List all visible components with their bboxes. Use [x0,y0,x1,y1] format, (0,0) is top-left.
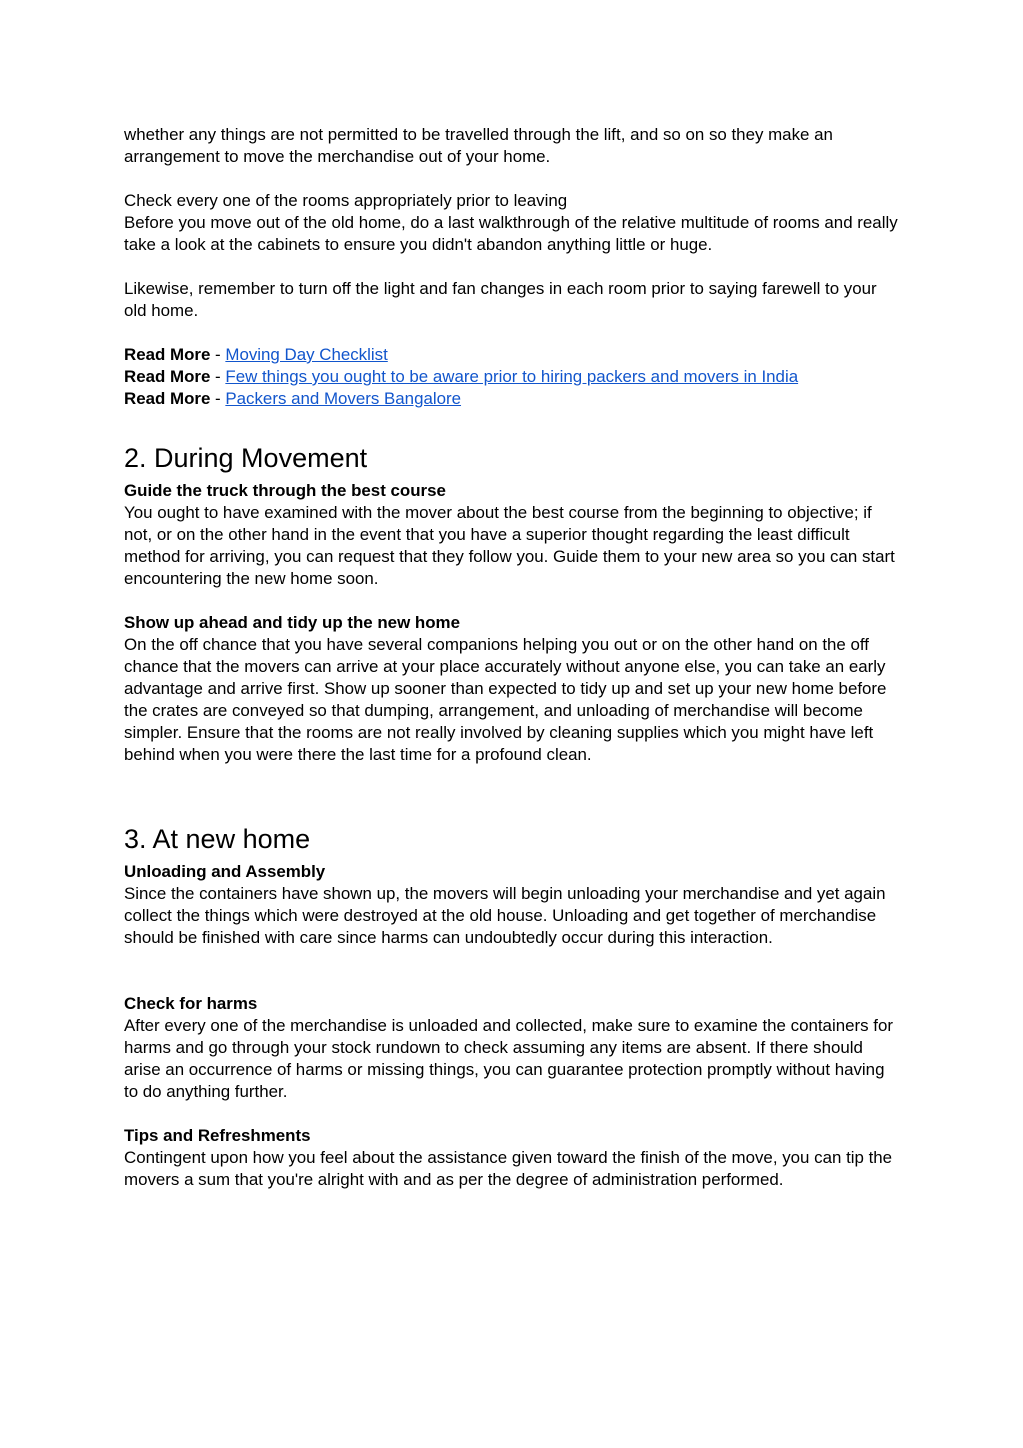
subheading: Tips and Refreshments [124,1126,311,1145]
read-more-label: Read More [124,367,211,386]
spacer [124,322,900,344]
spacer [124,168,900,190]
lights-paragraph: Likewise, remember to turn off the light and fan changes in each room prior to saying farewell to your old home. [124,279,877,320]
spacer [124,1103,900,1125]
section-paragraph: Contingent upon how you feel about the assistance given toward the finish of the move, you can tip the movers a sum that you're alright with and as per the degree of administration performed. [124,1148,893,1189]
spacer [124,256,900,278]
check-rooms-body: Before you move out of the old home, do a last walkthrough of the relative multitude of rooms and really take a look at the cabinets to ensure you didn't abandon anything little or huge. [124,213,898,254]
subheading: Unloading and Assembly [124,862,326,881]
read-more-label: Read More [124,345,211,364]
section-paragraph: On the off chance that you have several companions helping you out or on the other hand on the off chance that the movers can arrive at your place accurately without anyone else, you can take an early advantage and arrive first. Show up sooner than expected to tidy up and set up your new home before the crates are conveyed so that dumping, arrangement, and unloading of merchandise will become simpler. Ensure that the rooms are not really involved by cleaning supplies which you might have left behind when you were there the last time for a profound clean. [124,635,887,764]
section-paragraph: You ought to have examined with the mover about the best course from the beginning to objective; if not, or on the other hand in the event that you have a superior thought regarding the least difficult method for arriving, you can request that they follow you. Guide them to your new area so you can start encountering the new home soon. [124,503,895,588]
read-more-line [124,344,900,366]
read-more-line [124,366,900,388]
moving-day-checklist-link[interactable]: Moving Day Checklist [225,345,388,364]
check-rooms-title: Check every one of the rooms appropriately prior to leaving [124,191,568,210]
subheading: Guide the truck through the best course [124,481,446,500]
read-more-separator: - [210,389,226,408]
section-heading-at-new-home: 3. At new home [124,824,311,854]
subheading: Check for harms [124,994,258,1013]
document-page [124,124,900,1191]
section-paragraph: Since the containers have shown up, the movers will begin unloading your merchandise and yet again collect the things which were destroyed at the old house. Unloading and get together of merchandise should be finished with care since harms can undoubtedly occur during this interaction. [124,884,886,947]
intro-paragraph: whether any things are not permitted to be travelled through the lift, and so on so they make an arrangement to move the merchandise out of your home. [124,125,833,166]
section-heading-during-movement: 2. During Movement [124,443,368,473]
read-more-label: Read More [124,389,211,408]
read-more-separator: - [210,345,226,364]
spacer [124,590,900,612]
read-more-line [124,388,900,410]
read-more-separator: - [210,367,226,386]
subheading: Show up ahead and tidy up the new home [124,613,460,632]
section-paragraph: After every one of the merchandise is unloaded and collected, make sure to examine the containers for harms and go through your stock rundown to check assuming any items are absent. If there should arise an occurrence of harms or missing things, you can guarantee protection promptly without having to do anything further. [124,1016,893,1101]
few-things-link[interactable]: Few things you ought to be aware prior to hiring packers and movers in India [225,367,799,386]
packers-movers-bangalore-link[interactable]: Packers and Movers Bangalore [225,389,462,408]
spacer [124,949,900,993]
